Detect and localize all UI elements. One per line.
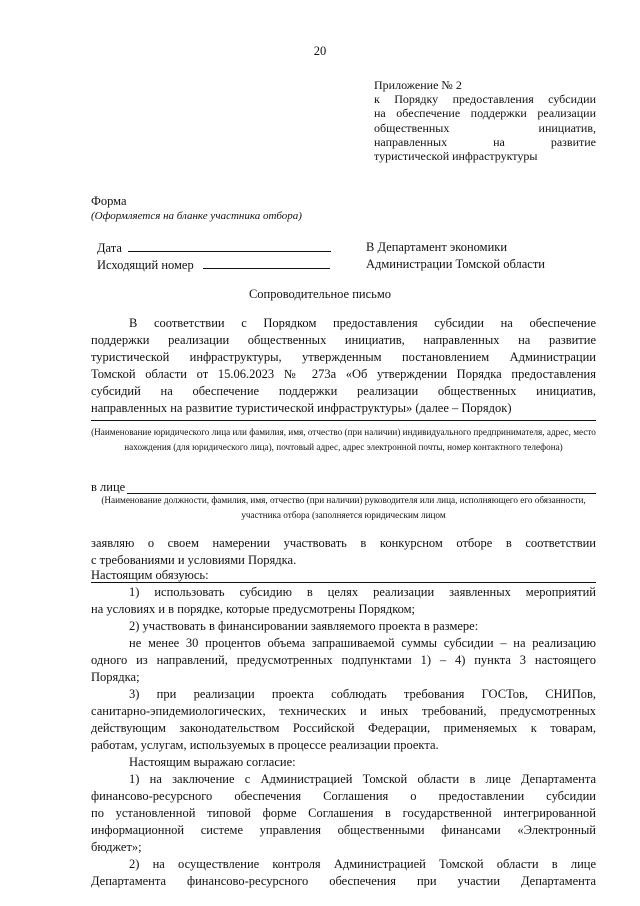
text-line: Департамента финансово-ресурсного обеспечения при участии Департамента (91, 874, 596, 888)
text-line: Настоящим выражаю согласие: (129, 755, 296, 769)
text-line: 2) участвовать в финансировании заявляемого проекта в размере: (129, 619, 479, 633)
date-label: Дата (97, 241, 122, 255)
recipient-line: Администрации Томской области (366, 257, 545, 271)
declaration-paragraph (91, 535, 596, 569)
text-line: направленных на развитие туристической инфраструктуры» (далее – Порядок) (91, 401, 512, 415)
recipient-line: В Департамент экономики (366, 240, 508, 254)
form-note: (Оформляется на бланке участника отбора) (91, 210, 302, 222)
applicant-name-line (91, 420, 596, 421)
text-line: Порядка; (91, 670, 140, 684)
section-divider (91, 582, 596, 583)
in-person-label: в лице (91, 480, 126, 494)
appendix-line: общественных инициатив, (374, 120, 596, 135)
undertake-heading: Настоящим обязуюсь: (91, 568, 209, 582)
outgoing-number-input-line (203, 257, 330, 269)
text-line: субсидий на обеспечение поддержки реализации общественных инициатив, (91, 384, 596, 398)
text-line: Томской области от 15.06.2023 № 273а «Об утверждении Порядка предоставления (91, 367, 596, 381)
text-line: действующим законодательством Российской Федерации, применяемых к товарам, (91, 721, 596, 735)
representative-caption: (Наименование должности, фамилия, имя, отчество (при наличии) руководителя или лица, исполняющего его обязанности, участника отбора (заполняется юридическим лицом (101, 495, 586, 520)
form-title: Форма (91, 194, 127, 208)
text-line: поддержки реализации общественных инициатив, направленных на развитие (91, 333, 596, 347)
text-line: 1) на заключение с Администрацией Томской области в лице Департамента (129, 772, 596, 786)
page-number: 20 (313, 44, 327, 58)
text-line: 2) на осуществление контроля Администрацией Томской области в лице (129, 857, 596, 871)
text-line: информационной системе управления общественными финансами «Электронный (91, 823, 596, 837)
applicant-caption: (Наименование юридического лица или фамилия, имя, отчество (при наличии) индивидуального предпринимателя, адрес, место нахождения (для юридического лица), почтовый адрес, адрес электронной почты, номер контактного телефона) (91, 427, 596, 452)
appendix-line: направленных на развитие (374, 134, 596, 149)
appendix-line: туристической инфраструктуры (374, 149, 538, 164)
text-line: В соответствии с Порядком предоставления субсидии на обеспечение (129, 316, 596, 330)
appendix-line: Приложение № 2 (374, 78, 462, 92)
text-line: 1) использовать субсидию в целях реализации заявленных мероприятий (129, 585, 596, 599)
text-line: санитарно-эпидемиологических, технических и иных требований, предусмотренных (91, 704, 596, 718)
obligations-list (91, 584, 596, 890)
document-title: Сопроводительное письмо (248, 287, 392, 301)
text-line: на условиях и в порядке, которые предусмотрены Порядком; (91, 602, 416, 616)
outgoing-number-field (97, 257, 330, 273)
text-line: туристической инфраструктуры, утвержденным постановлением Администрации (91, 350, 596, 364)
appendix-line: на обеспечение поддержки реализации (374, 106, 596, 121)
text-line: финансово-ресурсного обеспечения Соглашения о предоставлении субсидии (91, 789, 596, 803)
date-field (97, 240, 331, 256)
appendix-header (374, 78, 596, 163)
text-line: одного из направлений, предусмотренных подпунктами 1) – 4) пункта 3 настоящего (91, 653, 596, 667)
intro-paragraph (91, 315, 596, 417)
text-line: 3) при реализации проекта соблюдать требования ГОСТов, СНИПов, (129, 687, 596, 701)
outgoing-number-label: Исходящий номер (97, 258, 194, 272)
text-line: заявляю о своем намерении участвовать в конкурсном отборе в соответствии (91, 536, 596, 550)
text-line: бюджет»; (91, 840, 142, 854)
text-line: с требованиями и условиями Порядка. (91, 553, 297, 567)
text-line: не менее 30 процентов объема запрашиваемой суммы субсидии – на реализацию (129, 636, 596, 650)
appendix-line: к Порядку предоставления субсидии (374, 92, 596, 107)
text-line: работам, услугам, используемых в процессе реализации проекта. (91, 738, 439, 752)
date-input-line (128, 240, 331, 252)
text-line: по установленной типовой форме Соглашения в государственной интегрированной (91, 806, 596, 820)
